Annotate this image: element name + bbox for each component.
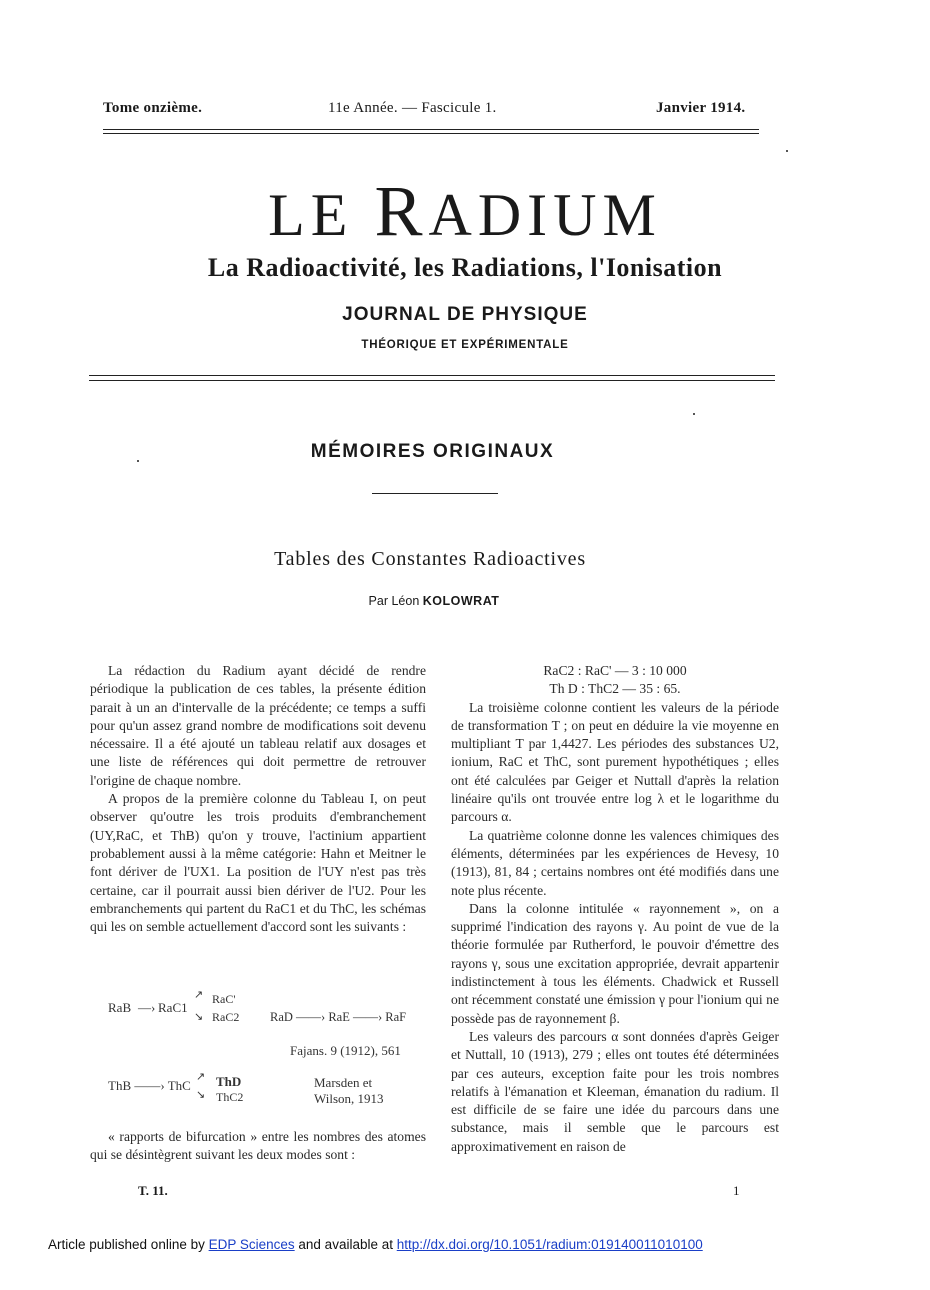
journal-title	[0, 170, 930, 253]
header-rule-top	[103, 129, 759, 130]
section-heading: MÉMOIRES ORIGINAUX	[310, 441, 555, 462]
journal-tagline: THÉORIQUE ET EXPÉRIMENTALE	[361, 339, 569, 351]
scheme-label: ThD	[216, 1074, 242, 1089]
header-rule-bottom	[103, 133, 759, 134]
reference-line: Marsden et	[314, 1075, 373, 1090]
scheme-label: RaC'	[212, 992, 236, 1006]
scheme-label: RaC2	[212, 1010, 240, 1024]
masthead-rule-1	[89, 375, 775, 376]
paragraph: « rapports de bifurcation » entre les nombres des atomes qui se désintègrent suivant les deux modes sont :	[90, 1129, 426, 1163]
journal-title-initial: R	[374, 171, 429, 251]
reference	[314, 1075, 384, 1107]
branch-arrow-icon: ↘	[194, 1011, 204, 1023]
arrow-icon: —›	[138, 1000, 156, 1015]
header-volume: Tome onzième.	[103, 100, 203, 116]
notice-mid: and available at	[294, 1237, 397, 1252]
speck	[786, 150, 788, 152]
page-volume-mark: T. 11.	[138, 1183, 168, 1198]
left-column-end	[90, 1128, 426, 1165]
scheme-label: RaC1	[158, 1000, 188, 1015]
equation: Th D : ThC2 — 35 : 65.	[549, 681, 681, 697]
reference-line: Wilson, 1913	[314, 1091, 384, 1106]
scheme-label: ThB ——› ThC	[108, 1078, 191, 1093]
page-number: 1	[733, 1183, 740, 1198]
article-title: Tables des Constantes Radioactives	[274, 548, 586, 570]
speck	[693, 413, 695, 415]
journal-name: JOURNAL DE PHYSIQUE	[342, 304, 588, 325]
equation: RaC2 : RaC' — 3 : 10 000	[543, 663, 687, 678]
publication-notice	[48, 1237, 703, 1252]
paragraph: Dans la colonne intitulée « rayonnement », on a supprimé l'indication des rayons γ. Au point de vue de la théorie formulée par Rutherford, le pouvoir d'émettre des rayons γ, sous une excitation appropriée, devrait appartenir indistinctement à tous les éléments. Chadwick et Russell ont récemment constaté une émission γ pour l'ionium qui ne possède pas de rayonnement β.	[451, 900, 779, 1026]
paragraph: La quatrième colonne donne les valences chimiques des éléments, déterminées par les expériences de Hevesy, 10 (1913), 81, 84 ; certains nombres ont été modifiés dans une note plus récente.	[451, 827, 779, 898]
paragraph: Les valeurs des parcours α sont données d'après Geiger et Nuttall, 10 (1913), 279 ; elles ont toutes été déterminées par ces auteurs, exception faite pour les trois nombres relatifs à l'émanation et Kleeman, émanation du radium. Il est difficile de se faire une idée du parcours dans une substance, mais il semble que le parcours est approximativement en raison de	[451, 1028, 779, 1154]
header-issue: 11e Année. — Fascicule 1.	[328, 100, 497, 116]
doi-link[interactable]: http://dx.doi.org/10.1051/radium:019140011010100	[396, 1237, 703, 1252]
byline-prefix: Par Léon	[368, 594, 420, 608]
branch-arrow-icon: ↘	[196, 1089, 206, 1101]
paragraph: La rédaction du Radium ayant décidé de rendre périodique la publication de ces tables, la présente édition parait à un an d'intervalle de la précédente; ce temps a suffi pour qu'un assez grand nombre de modifications soit devenu nécessaire. Il a été ajouté un tableau relatif aux dosages et une liste de références qui doit permettre de retrouver l'origine de chaque nombre.	[90, 663, 426, 788]
journal-subtitle: La Radioactivité, les Radiations, l'Ionisation	[207, 253, 723, 282]
paragraph: La troisième colonne contient les valeurs de la période de transformation T ; on peut en déduire la vie moyenne en multipliant T par 1,4427. Les périodes des substances U2, ionium, RaC et ThC, sont purement hypothétiques ; elles ont été calculées par Geiger et Nuttall d'après la relation linéaire qu'ils ont trouvée entre log λ et le logarithme du parcours α.	[451, 699, 779, 825]
publisher-link[interactable]: EDP Sciences	[208, 1237, 295, 1252]
scheme-label: RaD ——› RaE ——› RaF	[270, 1010, 407, 1024]
header-date: Janvier 1914.	[656, 100, 746, 116]
journal-title-rest: ADIUM	[428, 182, 662, 248]
branch-arrow-icon: ↗	[196, 1071, 206, 1083]
reference: Fajans. 9 (1912), 561	[290, 1043, 401, 1058]
journal-title-first: LE	[268, 182, 354, 248]
scheme-label: ThC2	[216, 1090, 244, 1104]
paragraph: A propos de la première colonne du Tableau I, on peut observer qu'outre les trois produits d'embranchement (UY,RaC, et ThB) qu'on y trouve, l'actinium appartient probablement aussi à la même catégorie: Hahn et Meitner le font dériver de l'UX1. La position de l'UY n'est pas très certaine, car il pourrait aussi bien dériver de l'U2. Pour les embranchements qui partent du RaC1 et du ThC, les schémas qui les on semble actuellement d'accord sont les suivants :	[90, 791, 426, 935]
right-column	[451, 662, 779, 1156]
notice-prefix: Article published online by	[48, 1237, 209, 1252]
section-rule	[372, 493, 498, 494]
author-name: KOLOWRAT	[422, 594, 500, 608]
masthead-rule-2	[89, 380, 775, 381]
article-byline	[0, 594, 868, 608]
scheme-label: RaB	[108, 1000, 132, 1015]
branch-arrow-icon: ↗	[194, 989, 204, 1001]
left-column	[90, 662, 426, 936]
